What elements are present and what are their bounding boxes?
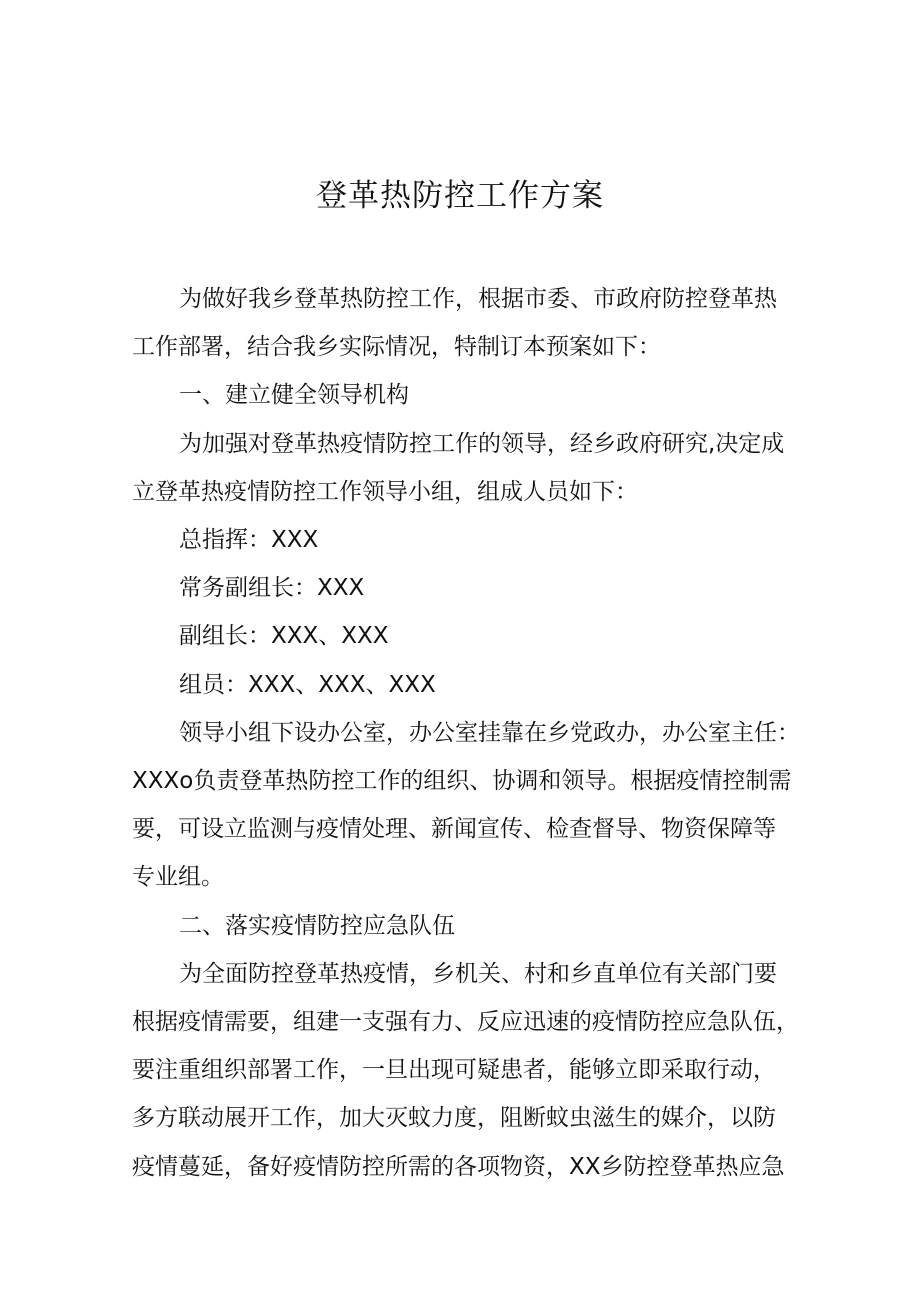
text-line: 组员：XXX、XXX、XXX [179, 671, 436, 698]
text-line: 疫情蔓延，备好疫情防控所需的各项物资，XX乡防控登革热应急 [132, 1153, 785, 1180]
commander-line [132, 516, 802, 564]
text-line: 二、落实疫情防控应急队伍 [179, 912, 455, 939]
document-title: 登革热防控工作方案 [316, 178, 604, 214]
executive-deputy-line [132, 564, 802, 612]
text-line: 为加强对登革热疫情防控工作的领导，经乡政府研究,决定成 [179, 430, 785, 457]
intro-paragraph [132, 275, 802, 371]
deputy-line [132, 612, 802, 660]
text-line: 副组长：XXX、XXX [179, 623, 389, 650]
members-line [132, 661, 802, 709]
text-line: 要注重组织部署工作，一旦出现可疑患者，能够立即采取行动， [132, 1057, 776, 1084]
section-heading-2 [132, 902, 802, 950]
leadership-paragraph [132, 420, 802, 516]
document-body [132, 275, 802, 1191]
text-line: 一、建立健全领导机构 [179, 382, 409, 409]
text-line: 工作部署，结合我乡实际情况，特制订本预案如下： [132, 334, 661, 361]
response-team-paragraph [132, 950, 802, 1191]
text-line: 为做好我乡登革热防控工作，根据市委、市政府防控登革热 [179, 286, 777, 312]
text-line: 领导小组下设办公室，办公室挂靠在乡党政办，办公室主任： [179, 719, 800, 746]
text-line: 多方联动展开工作，加大灭蚊力度，阻断蚊虫滋生的媒介，以防 [132, 1105, 776, 1132]
text-line: XXXo负责登革热防控工作的组织、协调和领导。根据疫情控制需 [132, 768, 792, 795]
office-paragraph [132, 709, 802, 902]
section-heading-1 [132, 371, 802, 419]
text-line: 立登革热疫情防控工作领导小组，组成人员如下： [132, 478, 638, 505]
text-line: 根据疫情需要，组建一支强有力、反应迅速的疫情防控应急队伍， [132, 1009, 799, 1036]
text-line: 为全面防控登革热疫情，乡机关、村和乡直单位有关部门要 [179, 960, 777, 987]
text-line: 常务副组长：XXX [179, 575, 365, 602]
text-line: 总指挥：XXX [179, 527, 319, 554]
text-line: 要，可设立监测与疫情处理、新闻宣传、检查督导、物资保障等 [132, 816, 776, 843]
text-line: 专业组。 [132, 864, 224, 891]
